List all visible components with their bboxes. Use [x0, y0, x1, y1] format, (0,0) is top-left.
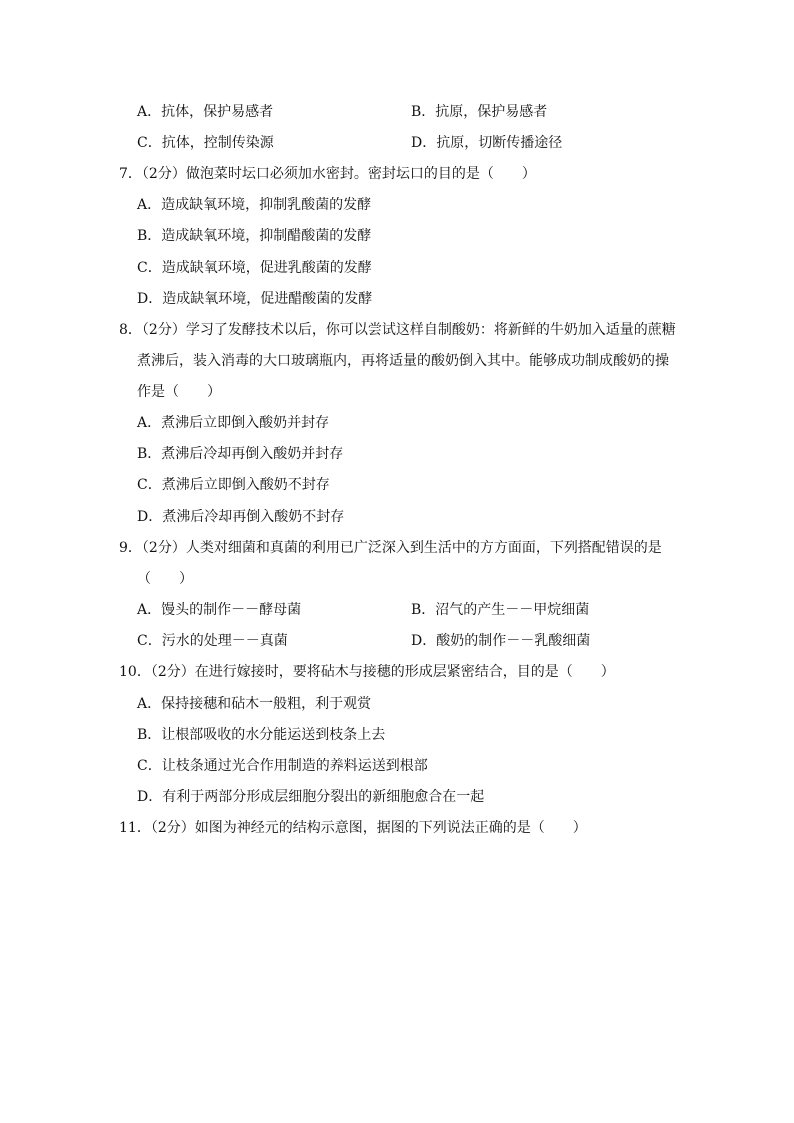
q7-stem: 7．（2分）做泡菜时坛口必须加水密封。密封坛口的目的是（ ）	[119, 166, 536, 182]
q10-option-b: B．让根部吸收的水分能运送到枝条上去	[137, 727, 386, 743]
q10-option-a: A．保持接穗和砧木一般粗，利于观赏	[137, 696, 372, 712]
q6-option-a: A．抗体，保护易感者	[137, 104, 274, 120]
q6-option-d: D．抗原，切断传播途径	[411, 135, 563, 151]
q7-option-a: A．造成缺氧环境，抑制乳酸菌的发酵	[137, 197, 372, 213]
q8-option-c: C．煮沸后立即倒入酸奶不封存	[137, 477, 330, 493]
q8-stem-line3: 作是（ ）	[137, 384, 221, 400]
q10-stem: 10．（2分）在进行嫁接时，要将砧木与接穗的形成层紧密结合，目的是（ ）	[119, 664, 615, 680]
q8-option-d: D．煮沸后冷却再倒入酸奶不封存	[137, 509, 345, 525]
q7-option-d: D．造成缺氧环境，促进醋酸菌的发酵	[137, 291, 373, 307]
q8-option-b: B．煮沸后冷却再倒入酸奶并封存	[137, 446, 344, 462]
q9-option-a: A．馒头的制作－－酵母菌	[137, 602, 302, 618]
q6-option-b: B．抗原，保护易感者	[411, 104, 548, 120]
q9-stem-line1: 9．（2分）人类对细菌和真菌的利用已广泛深入到生活中的方方面面，下列搭配错误的是	[119, 540, 662, 556]
q7-option-c: C．造成缺氧环境，促进乳酸菌的发酵	[137, 260, 372, 276]
q8-option-a: A．煮沸后立即倒入酸奶并封存	[137, 415, 330, 431]
q9-option-d: D．酸奶的制作－－乳酸细菌	[411, 633, 591, 649]
q9-option-b: B．沼气的产生－－甲烷细菌	[411, 602, 590, 618]
q10-option-d: D．有利于两部分形成层细胞分裂出的新细胞愈合在一起	[137, 789, 485, 805]
q9-option-c: C．污水的处理－－真菌	[137, 633, 288, 649]
q10-option-c: C．让枝条通过光合作用制造的养料运送到根部	[137, 758, 428, 774]
q9-stem-line2: （ ）	[137, 571, 193, 587]
q11-stem: 11．（2分）如图为神经元的结构示意图，据图的下列说法正确的是（ ）	[119, 820, 587, 836]
q8-stem-line2: 煮沸后，装入消毒的大口玻璃瓶内，再将适量的酸奶倒入其中。能够成功制成酸奶的操	[137, 353, 669, 369]
q7-option-b: B．造成缺氧环境，抑制醋酸菌的发酵	[137, 228, 372, 244]
q6-option-c: C．抗体，控制传染源	[137, 135, 274, 151]
q8-stem-line1: 8．（2分）学习了发酵技术以后，你可以尝试这样自制酸奶：将新鲜的牛奶加入适量的蔗糖	[119, 322, 676, 338]
